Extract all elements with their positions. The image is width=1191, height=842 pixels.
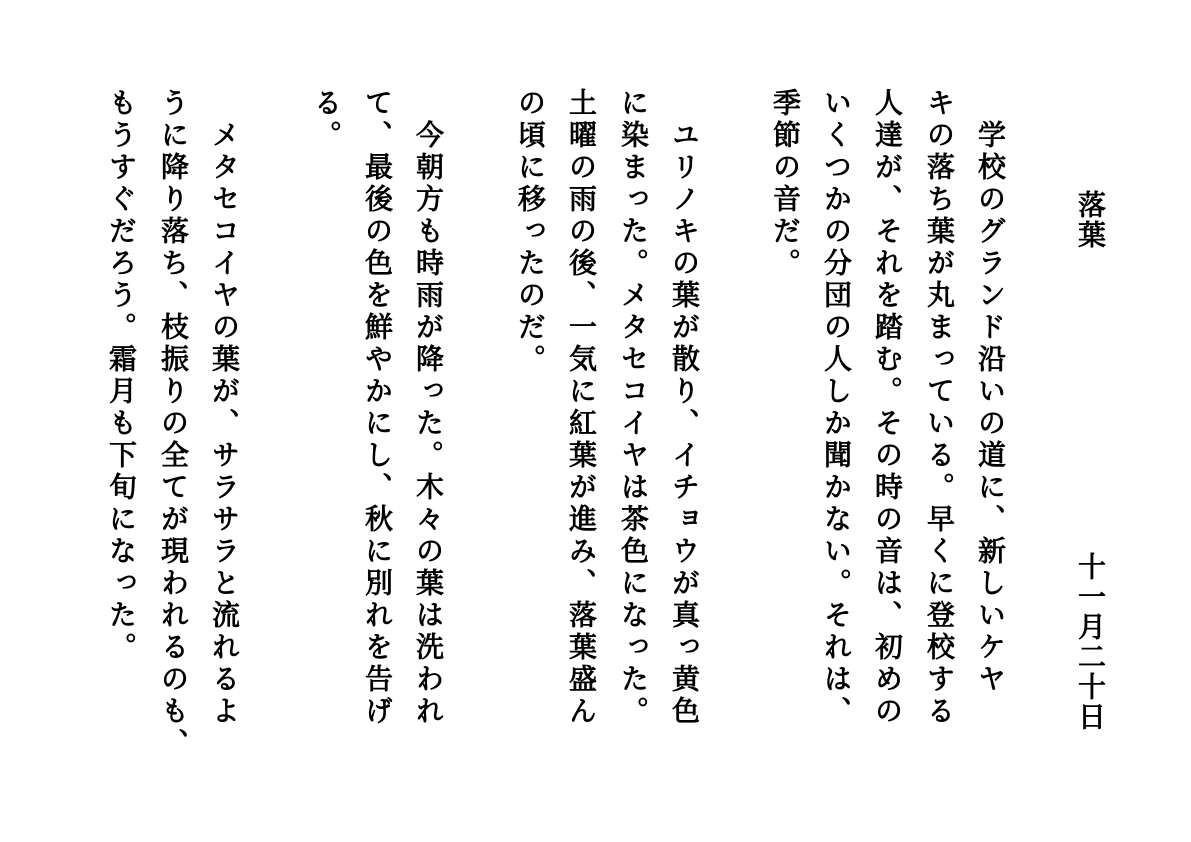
- body-line: もうすぐだろう。霜月も下旬になった。: [105, 88, 138, 664]
- body-line: キの落ち葉が丸まっている。早くに登校する: [923, 88, 956, 728]
- body-line: て、最後の色を鮮やかにし、秋に別れを告げ: [361, 88, 394, 728]
- body-line: 今朝方も時雨が降った。木々の葉は洗われ: [412, 88, 445, 728]
- body-line: メタセコイヤの葉が、サラサラと流れるよ: [208, 88, 241, 728]
- body-line: いくつかの分団の人しか聞かない。それは、: [820, 88, 853, 728]
- body-line: 土曜の雨の後、一気に紅葉が進み、落葉盛ん: [565, 88, 598, 728]
- body-line: の頃に移ったのだ。: [514, 88, 547, 376]
- essay-title: 落葉: [1074, 190, 1107, 250]
- body-line: うに降り落ち、枝振りの全てが現われるのも、: [157, 88, 190, 760]
- body-line: 学校のグランド沿いの道に、新しいケヤ: [974, 88, 1007, 696]
- body-line: 人達が、それを踏む。その時の音は、初めの: [871, 88, 904, 728]
- body-line: る。: [310, 88, 343, 152]
- essay-date: 十一月二十日: [1074, 552, 1107, 732]
- body-line: ユリノキの葉が散り、イチョウが真っ黄色: [668, 88, 701, 728]
- body-line: 季節の音だ。: [769, 88, 802, 280]
- body-line: に染まった。メタセコイヤは茶色になった。: [617, 88, 650, 728]
